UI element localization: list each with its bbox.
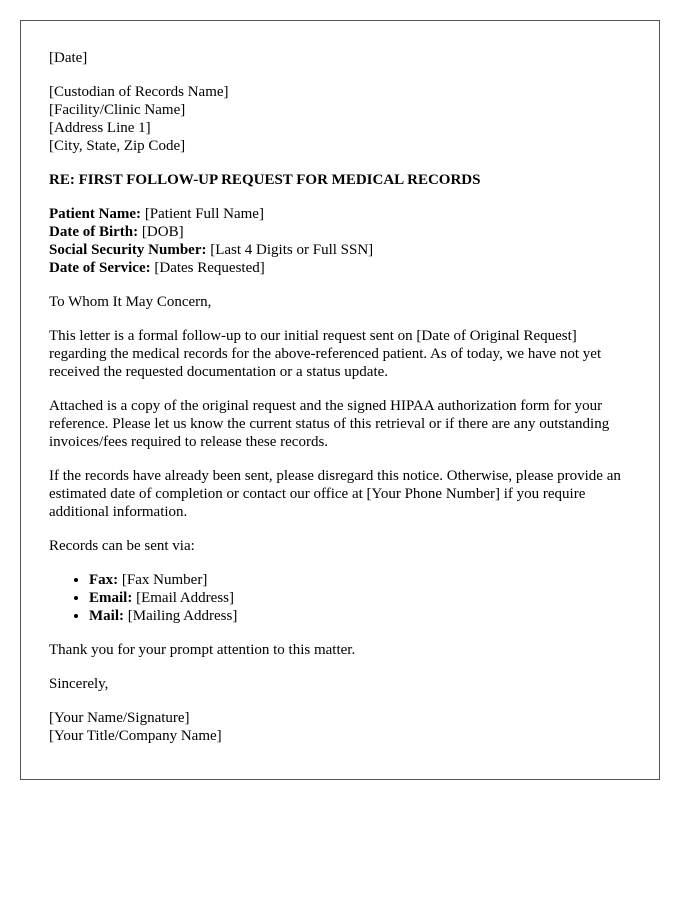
salutation: To Whom It May Concern, [49, 294, 212, 310]
thanks-paragraph: Thank you for your prompt attention to this matter. [49, 642, 356, 658]
signature-block [49, 709, 631, 745]
ssn-label: Social Security Number: [49, 242, 207, 258]
dos-row [49, 259, 631, 277]
recipient-city-state-zip: [City, State, Zip Code] [49, 138, 186, 154]
body-paragraph-2: Attached is a copy of the original request and the signed HIPAA authorization form for your reference. Please let us know the current status of this retrieval or if there are any outstanding invoices/fees required to release these records. [49, 398, 610, 450]
patient-name-value: [Patient Full Name] [144, 206, 264, 222]
ssn-value: [Last 4 Digits or Full SSN] [210, 242, 374, 258]
body-paragraph-3: If the records have already been sent, please disregard this notice. Otherwise, please provide an estimated date of completion or contact our office at [Your Phone Number] if you require additional information. [49, 468, 621, 520]
dos-label: Date of Service: [49, 260, 151, 276]
patient-info [49, 205, 631, 277]
signature-name: [Your Name/Signature] [49, 710, 190, 726]
subject-line: RE: FIRST FOLLOW-UP REQUEST FOR MEDICAL RECORDS [49, 172, 481, 188]
dob-label: Date of Birth: [49, 224, 139, 240]
patient-name-label: Patient Name: [49, 206, 142, 222]
letter-page [20, 20, 660, 780]
delivery-methods-list [49, 571, 631, 625]
dob-row [49, 223, 631, 241]
recipient-address-line: [Address Line 1] [49, 120, 151, 136]
recipient-name: [Custodian of Records Name] [49, 84, 229, 100]
ssn-row [49, 241, 631, 259]
email-value: [Email Address] [136, 590, 234, 606]
body-paragraph-1: This letter is a formal follow-up to our initial request sent on [Date of Original Request] regarding the medical records for the above-referenced patient. As of today, we have not yet received the requested documentation or a status update. [49, 328, 602, 380]
mail-value: [Mailing Address] [127, 608, 238, 624]
recipient-address [49, 83, 631, 155]
list-item-mail [89, 607, 631, 625]
body-paragraph-4: Records can be sent via: [49, 538, 195, 554]
signature-title: [Your Title/Company Name] [49, 728, 222, 744]
dob-value: [DOB] [141, 224, 184, 240]
list-item-fax [89, 571, 631, 589]
recipient-facility: [Facility/Clinic Name] [49, 102, 186, 118]
patient-name-row [49, 205, 631, 223]
email-label: Email: [89, 590, 133, 606]
list-item-email [89, 589, 631, 607]
fax-value: [Fax Number] [121, 572, 208, 588]
fax-label: Fax: [89, 572, 119, 588]
letter-date: [Date] [49, 50, 88, 66]
closing: Sincerely, [49, 676, 109, 692]
mail-label: Mail: [89, 608, 124, 624]
dos-value: [Dates Requested] [154, 260, 265, 276]
